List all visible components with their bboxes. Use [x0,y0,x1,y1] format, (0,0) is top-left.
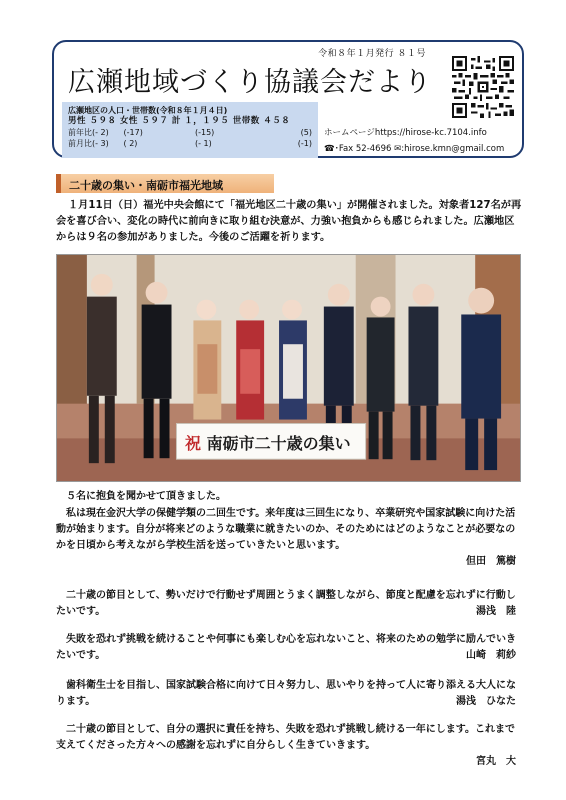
message-text: 失敗を恐れず挑戦を続けることや何事にも楽しむ心を忘れないこと、将来のための勉学に励んでいきたいです。 [56,634,516,661]
pop-cell: (-1) [297,139,312,148]
banner-celebration-char: 祝 [185,434,202,453]
population-row-prev-month [68,138,312,149]
pop-cell: (-17) [123,128,143,137]
issue-label: 令和８年１月発行 ８１号 [318,49,426,59]
population-row-prev-year [68,127,312,138]
pop-cell: 前月比(- 3) [68,139,109,148]
population-totals: 男性 ５９８ 女性 ５９７ 計 １，１９５ 世帯数 ４５８ [68,116,291,126]
population-box [62,102,318,158]
pop-cell: (-15) [194,128,215,137]
homepage-link[interactable]: ホームページhttps://hirose-kc.7104.info [324,128,487,138]
newsletter-title: 広瀬地域づくり協議会だより [68,67,432,98]
section-intro: １月11日（日）福光中央会館にて「福光地区二十歳の集い」が開催されました。対象者127名が再会を喜び合い、変化の時代に前向きに取り組む決意が、力強い抱負からも感じられました。広瀬地区からは９名の参加がありました。今後のご活躍を祈ります。 [56,200,522,243]
event-banner [185,431,361,457]
message-author: 湯浅 ひなた [456,696,516,707]
group-photo [56,254,521,482]
message-text: 二十歳の節目として、自分の選択に責任を持ち、失敗を恐れず挑戦し続ける一年にします。これまで支えてくださった方々への感謝を忘れずに自分らしく生きていきます。 [56,724,515,751]
messages-lead [56,489,524,505]
section-heading: 二十歳の集い・南砺市福光地域 [56,174,274,193]
pop-cell: ( 2) [123,139,138,148]
message-text: 歯科衛生士を目指し、国家試験合格に向けて日々努力し、思いやりを持って人に寄り添える大人になります。 [56,680,516,707]
message-1 [56,506,524,570]
qr-code-icon[interactable] [452,56,514,118]
population-title: 広瀬地区の人口・世帯数(令和８年１月４日) [68,106,228,115]
lead-text: ５名に抱負を聞かせて頂きました。 [66,491,226,502]
banner-text: 祝 南砺市二十歳の集い [185,434,351,453]
message-2 [56,588,524,620]
message-4 [56,678,524,710]
message-author: 湯浅 陸 [476,606,516,617]
message-author: 宮丸 大 [476,756,516,767]
newsletter-header [52,40,524,158]
message-text: 私は現在金沢大学の保健学類の二回生です。来年度は三回生になり、卒業研究や国家試験に向けた活動が始まります。自分が将来どのような職業に就きたいのか、そのためにはどのようなことが必要なのかを日頃から考えながら学校生活を送っていきたいと思います。 [56,508,516,551]
contact-tel-mail[interactable]: ☎･Fax 52-4696 ✉:hirose.kmn@gmail.com [324,144,505,154]
message-author: 但田 篤樹 [466,556,516,567]
message-5 [56,722,524,770]
pop-cell: (5) [300,128,312,137]
message-author: 山崎 莉紗 [466,650,516,661]
message-3 [56,632,524,664]
pop-cell: 前年比(- 2) [68,128,109,137]
message-text: 二十歳の節目として、勢いだけで行動せず周囲とうまく調整しながら、節度と配慮を忘れずに行動したいです。 [56,590,516,617]
pop-cell: (- 1) [194,139,212,148]
